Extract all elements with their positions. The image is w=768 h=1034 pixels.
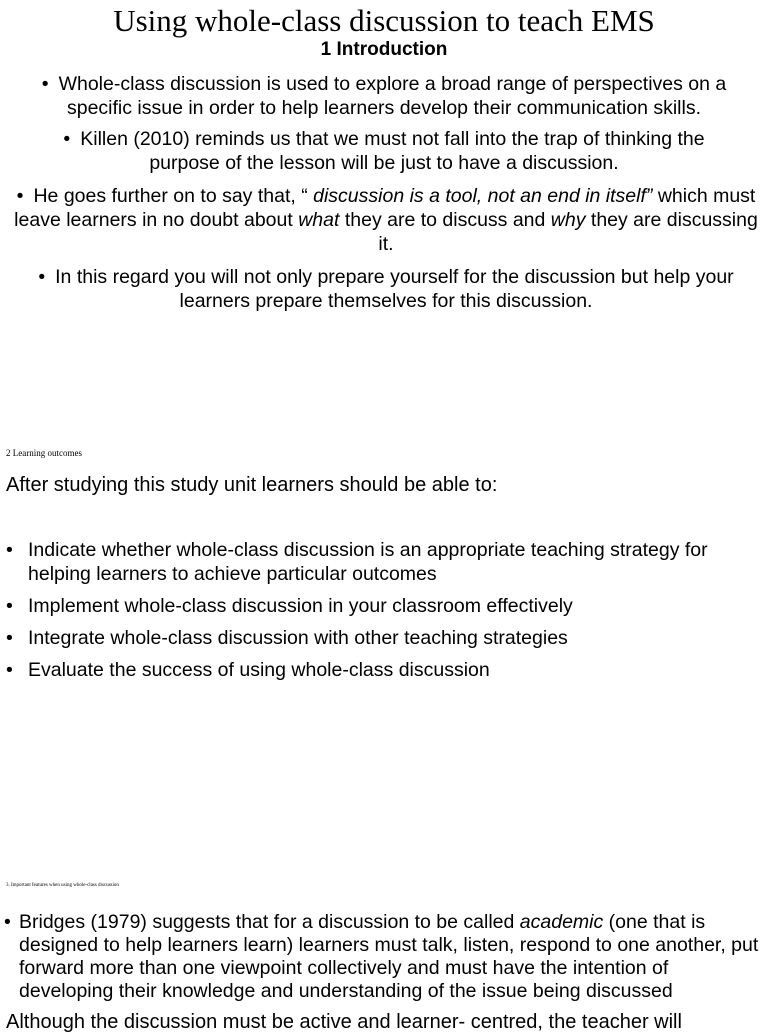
- features-bullet: • Bridges (1979) suggests that for a discussion to be called academic (one that is designed to help learners learn) learners must talk, listen, respond to one another, put forward more than one viewpoint collectively and must have the intention of developing their knowledge and understanding of the issue being discussed: [4, 911, 759, 1002]
- bullet-icon: •: [38, 266, 46, 288]
- intro-bullet-1: • Whole-class discussion is used to explore a broad range of perspectives on a specific issue in order to help learners develop their communication skills.: [41, 73, 727, 119]
- bullet-icon: •: [6, 539, 13, 561]
- intro-bullet-3: • He goes further on to say that, “ discussion is a tool, not an end in itself” which must leave learners in no doubt about what they are to discuss and why they are discussing it.: [14, 185, 758, 255]
- intro-heading: 1 Introduction: [320, 39, 448, 60]
- bullet-icon: •: [4, 911, 11, 933]
- outcomes-lead: After studying this study unit learners should be able to:: [6, 474, 498, 496]
- features-heading: 3. Important features when using whole-class discussion: [6, 883, 119, 888]
- bullet-icon: •: [63, 128, 71, 150]
- list-item: • Implement whole-class discussion in your classroom effectively: [6, 595, 573, 617]
- outcomes-list: [0, 538, 768, 690]
- intro-bullet-4: • In this regard you will not only prepare yourself for the discussion but help your learners prepare themselves for this discussion.: [38, 266, 734, 312]
- quote-text: discussion is a tool, not an end in itself”: [313, 185, 653, 207]
- list-item: • Indicate whether whole-class discussion is an appropriate teaching strategy for helping learners to achieve particular outcomes: [6, 539, 708, 585]
- list-item: • Integrate whole-class discussion with other teaching strategies: [6, 627, 568, 649]
- intro-bullet-2: • Killen (2010) reminds us that we must not fall into the trap of thinking the purpose of the lesson will be just to have a discussion.: [63, 128, 705, 174]
- bullet-icon: •: [6, 627, 13, 649]
- bullet-icon: •: [41, 73, 49, 95]
- outcomes-heading: 2 Learning outcomes: [6, 448, 82, 458]
- bullet-icon: •: [6, 659, 13, 681]
- list-item: • Evaluate the success of using whole-class discussion: [6, 659, 490, 681]
- page-title: Using whole-class discussion to teach EMS: [113, 3, 655, 38]
- bullet-icon: •: [6, 595, 13, 617]
- trailing-line: Although the discussion must be active and learner- centred, the teacher will: [6, 1011, 682, 1033]
- bullet-icon: •: [16, 185, 24, 207]
